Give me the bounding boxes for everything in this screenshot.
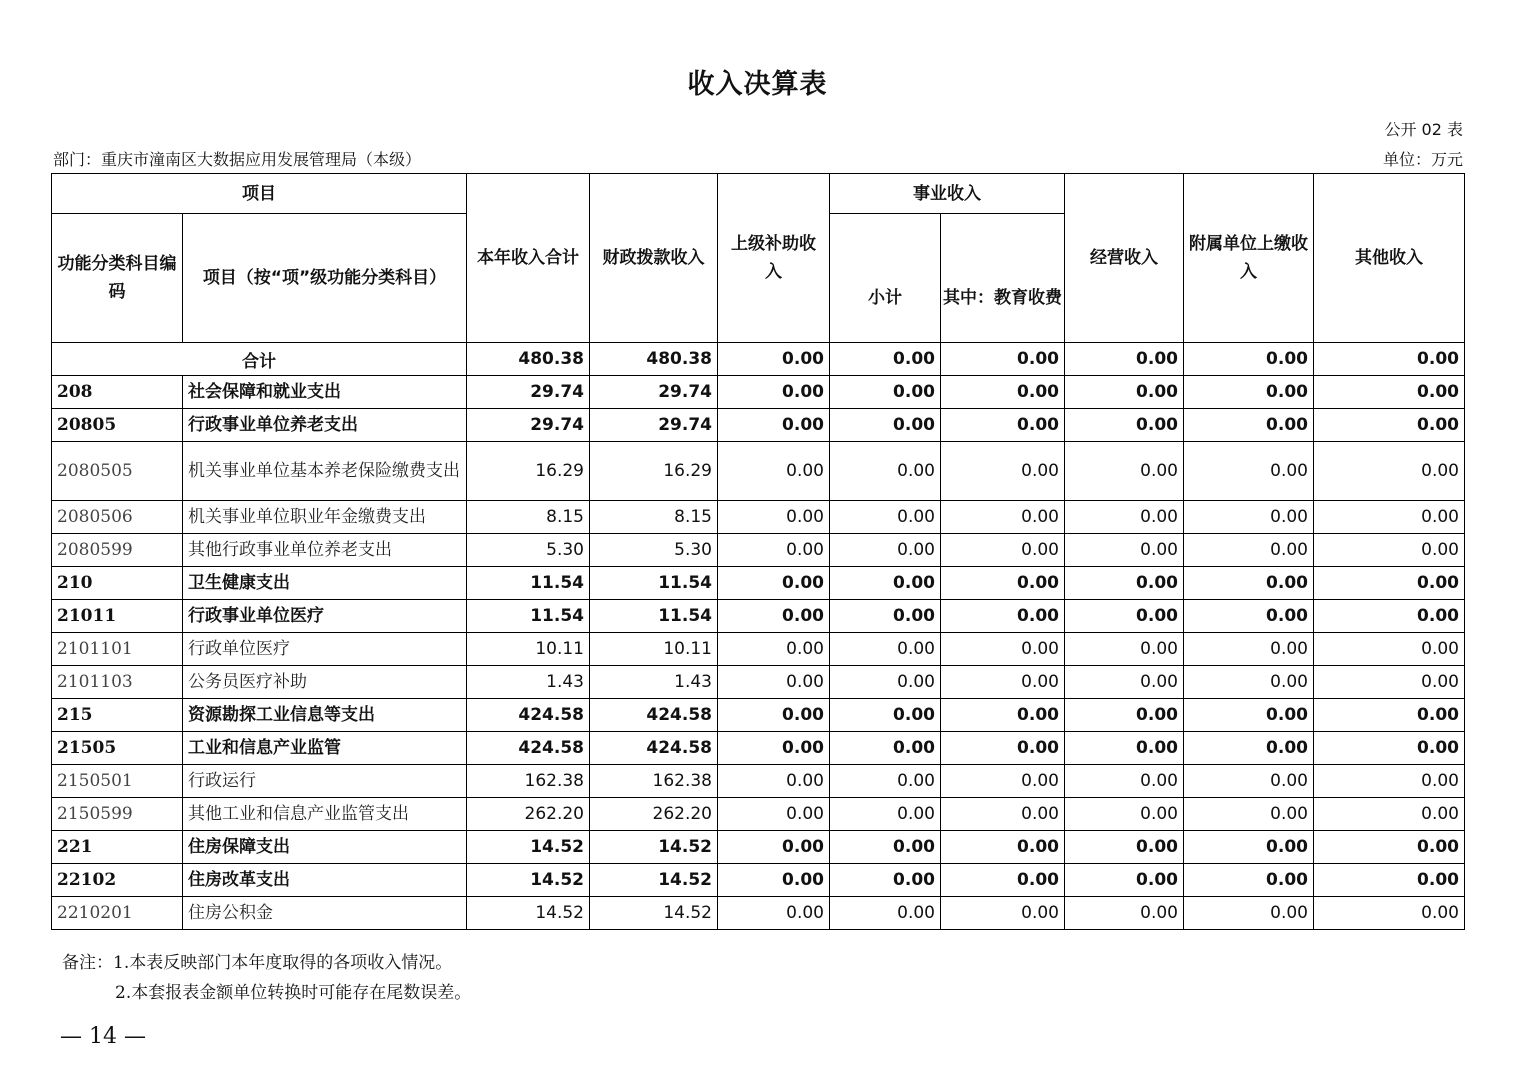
row-code: 22102 [52, 864, 183, 897]
row-value: 10.11 [590, 633, 718, 666]
row-value: 0.00 [718, 831, 830, 864]
row-value: 0.00 [1314, 442, 1465, 501]
row-value: 14.52 [590, 831, 718, 864]
table-body [52, 343, 1465, 930]
row-value: 0.00 [1184, 897, 1314, 930]
row-value: 11.54 [467, 567, 590, 600]
row-code: 21011 [52, 600, 183, 633]
header-subtotal: 小计 [830, 214, 941, 343]
row-value: 0.00 [1065, 442, 1184, 501]
row-name: 住房改革支出 [183, 864, 467, 897]
total-row [52, 343, 1465, 376]
header-affiliated: 附属单位上缴收入 [1184, 174, 1314, 343]
table-row [52, 765, 1465, 798]
row-code: 215 [52, 699, 183, 732]
row-value: 0.00 [1184, 501, 1314, 534]
row-value: 0.00 [1184, 831, 1314, 864]
row-value: 14.52 [590, 897, 718, 930]
header-total: 本年收入合计 [467, 174, 590, 343]
row-value: 0.00 [718, 633, 830, 666]
row-code: 2080506 [52, 501, 183, 534]
row-value: 0.00 [1184, 442, 1314, 501]
row-value: 424.58 [590, 699, 718, 732]
row-value: 0.00 [830, 798, 941, 831]
header-operating: 经营收入 [1065, 174, 1184, 343]
total-value: 0.00 [718, 343, 830, 376]
row-value: 14.52 [590, 864, 718, 897]
note-2: 2.本套报表金额单位转换时可能存在尾数误差。 [115, 983, 472, 1003]
row-value: 0.00 [1314, 732, 1465, 765]
row-name: 其他行政事业单位养老支出 [183, 534, 467, 567]
row-value: 0.00 [830, 376, 941, 409]
row-value: 0.00 [941, 633, 1065, 666]
table-row [52, 699, 1465, 732]
row-value: 11.54 [467, 600, 590, 633]
table-row [52, 501, 1465, 534]
row-value: 0.00 [830, 699, 941, 732]
row-value: 0.00 [1065, 534, 1184, 567]
row-value: 424.58 [467, 732, 590, 765]
row-name: 住房公积金 [183, 897, 467, 930]
row-value: 0.00 [1065, 831, 1184, 864]
table-row [52, 798, 1465, 831]
row-value: 0.00 [1184, 534, 1314, 567]
row-value: 1.43 [590, 666, 718, 699]
row-value: 0.00 [1065, 501, 1184, 534]
row-name: 工业和信息产业监管 [183, 732, 467, 765]
row-code: 2210201 [52, 897, 183, 930]
row-value: 11.54 [590, 600, 718, 633]
row-value: 0.00 [1314, 567, 1465, 600]
row-value: 14.52 [467, 864, 590, 897]
row-value: 0.00 [830, 600, 941, 633]
row-value: 0.00 [1314, 409, 1465, 442]
row-code: 2101103 [52, 666, 183, 699]
row-name: 其他工业和信息产业监管支出 [183, 798, 467, 831]
row-value: 0.00 [718, 534, 830, 567]
row-value: 0.00 [1065, 732, 1184, 765]
row-value: 0.00 [941, 864, 1065, 897]
row-value: 0.00 [718, 600, 830, 633]
row-value: 0.00 [830, 864, 941, 897]
row-value: 0.00 [1065, 897, 1184, 930]
row-value: 0.00 [830, 567, 941, 600]
table-row [52, 442, 1465, 501]
row-code: 2150501 [52, 765, 183, 798]
row-value: 0.00 [1184, 600, 1314, 633]
total-value: 0.00 [1314, 343, 1465, 376]
row-value: 0.00 [830, 633, 941, 666]
header-business-group: 事业收入 [830, 174, 1065, 214]
row-value: 0.00 [941, 567, 1065, 600]
row-value: 1.43 [467, 666, 590, 699]
table-row [52, 600, 1465, 633]
row-value: 0.00 [941, 666, 1065, 699]
row-value: 0.00 [1184, 666, 1314, 699]
total-value: 0.00 [830, 343, 941, 376]
row-value: 0.00 [1065, 765, 1184, 798]
row-value: 8.15 [467, 501, 590, 534]
row-value: 0.00 [718, 376, 830, 409]
row-value: 0.00 [1184, 732, 1314, 765]
header-fiscal: 财政拨款收入 [590, 174, 718, 343]
table-row [52, 732, 1465, 765]
unit-label: 单位：万元 [1382, 150, 1463, 169]
row-value: 29.74 [467, 409, 590, 442]
row-value: 0.00 [1065, 798, 1184, 831]
row-name: 机关事业单位职业年金缴费支出 [183, 501, 467, 534]
row-value: 0.00 [1314, 666, 1465, 699]
row-name: 机关事业单位基本养老保险缴费支出 [183, 442, 467, 501]
row-value: 14.52 [467, 897, 590, 930]
row-value: 0.00 [1184, 376, 1314, 409]
row-value: 0.00 [1314, 864, 1465, 897]
row-value: 0.00 [1184, 798, 1314, 831]
row-value: 0.00 [1065, 376, 1184, 409]
table-row [52, 534, 1465, 567]
row-value: 0.00 [1314, 633, 1465, 666]
note-1: 备注：1.本表反映部门本年度取得的各项收入情况。 [62, 953, 453, 973]
row-value: 0.00 [1184, 864, 1314, 897]
row-value: 0.00 [941, 442, 1065, 501]
total-value: 0.00 [941, 343, 1065, 376]
row-value: 0.00 [1184, 409, 1314, 442]
row-value: 29.74 [590, 409, 718, 442]
department-label: 部门：重庆市潼南区大数据应用发展管理局（本级） [53, 150, 422, 169]
total-value: 0.00 [1065, 343, 1184, 376]
row-value: 0.00 [1314, 376, 1465, 409]
row-value: 0.00 [1314, 897, 1465, 930]
header-other: 其他收入 [1314, 174, 1465, 343]
row-value: 0.00 [941, 897, 1065, 930]
header-item: 项目 [52, 174, 467, 214]
row-value: 5.30 [590, 534, 718, 567]
table-row [52, 831, 1465, 864]
row-value: 11.54 [590, 567, 718, 600]
row-code: 2101101 [52, 633, 183, 666]
row-name: 公务员医疗补助 [183, 666, 467, 699]
row-value: 262.20 [467, 798, 590, 831]
total-value: 0.00 [1184, 343, 1314, 376]
row-code: 2080599 [52, 534, 183, 567]
row-code: 2150599 [52, 798, 183, 831]
row-name: 行政事业单位医疗 [183, 600, 467, 633]
row-value: 424.58 [467, 699, 590, 732]
table-row [52, 864, 1465, 897]
row-value: 0.00 [830, 897, 941, 930]
row-value: 0.00 [1065, 567, 1184, 600]
row-value: 14.52 [467, 831, 590, 864]
row-name: 卫生健康支出 [183, 567, 467, 600]
row-value: 0.00 [830, 442, 941, 501]
row-value: 424.58 [590, 732, 718, 765]
header-code: 功能分类科目编码 [52, 214, 183, 343]
row-value: 0.00 [1184, 765, 1314, 798]
row-name: 行政单位医疗 [183, 633, 467, 666]
row-value: 5.30 [467, 534, 590, 567]
row-value: 0.00 [718, 699, 830, 732]
row-code: 2080505 [52, 442, 183, 501]
row-value: 0.00 [718, 501, 830, 534]
row-value: 0.00 [941, 831, 1065, 864]
header-name: 项目（按“项”级功能分类科目） [183, 214, 467, 343]
row-value: 0.00 [1065, 409, 1184, 442]
row-name: 住房保障支出 [183, 831, 467, 864]
row-value: 0.00 [718, 798, 830, 831]
row-value: 162.38 [467, 765, 590, 798]
table-row [52, 666, 1465, 699]
row-value: 0.00 [718, 897, 830, 930]
row-value: 0.00 [1314, 600, 1465, 633]
header-education: 其中：教育收费 [941, 214, 1065, 343]
row-value: 0.00 [830, 732, 941, 765]
row-value: 0.00 [941, 765, 1065, 798]
row-value: 29.74 [467, 376, 590, 409]
row-value: 0.00 [1065, 864, 1184, 897]
table-row [52, 567, 1465, 600]
row-value: 0.00 [1065, 666, 1184, 699]
row-value: 0.00 [830, 765, 941, 798]
row-code: 210 [52, 567, 183, 600]
row-name: 行政运行 [183, 765, 467, 798]
row-value: 29.74 [590, 376, 718, 409]
row-value: 0.00 [718, 765, 830, 798]
row-value: 0.00 [718, 864, 830, 897]
row-value: 16.29 [467, 442, 590, 501]
row-value: 162.38 [590, 765, 718, 798]
row-value: 0.00 [1065, 699, 1184, 732]
income-table [51, 173, 1465, 930]
row-value: 0.00 [830, 534, 941, 567]
page-title: 收入决算表 [687, 69, 828, 100]
row-code: 208 [52, 376, 183, 409]
row-value: 0.00 [941, 732, 1065, 765]
row-value: 0.00 [1314, 699, 1465, 732]
row-value: 0.00 [718, 666, 830, 699]
header-superior: 上级补助收入 [718, 174, 830, 343]
table-row [52, 409, 1465, 442]
row-value: 0.00 [1184, 633, 1314, 666]
row-value: 10.11 [467, 633, 590, 666]
row-name: 资源勘探工业信息等支出 [183, 699, 467, 732]
row-name: 行政事业单位养老支出 [183, 409, 467, 442]
row-value: 0.00 [1184, 699, 1314, 732]
row-value: 0.00 [941, 798, 1065, 831]
row-code: 221 [52, 831, 183, 864]
table-header [52, 174, 1465, 343]
row-value: 0.00 [1184, 567, 1314, 600]
row-code: 21505 [52, 732, 183, 765]
row-value: 8.15 [590, 501, 718, 534]
table-row [52, 897, 1465, 930]
row-value: 0.00 [830, 501, 941, 534]
row-value: 0.00 [830, 409, 941, 442]
row-value: 0.00 [718, 442, 830, 501]
total-value: 480.38 [467, 343, 590, 376]
row-value: 0.00 [941, 409, 1065, 442]
total-value: 480.38 [590, 343, 718, 376]
row-value: 16.29 [590, 442, 718, 501]
row-value: 0.00 [1314, 501, 1465, 534]
row-value: 0.00 [1314, 831, 1465, 864]
total-label: 合计 [52, 343, 467, 376]
row-value: 0.00 [941, 534, 1065, 567]
row-value: 0.00 [941, 699, 1065, 732]
row-value: 0.00 [718, 732, 830, 765]
row-value: 0.00 [1065, 600, 1184, 633]
row-value: 0.00 [1065, 633, 1184, 666]
row-name: 社会保障和就业支出 [183, 376, 467, 409]
row-value: 0.00 [830, 666, 941, 699]
row-value: 0.00 [718, 409, 830, 442]
table-row [52, 376, 1465, 409]
page-number: — 14 — [60, 1024, 146, 1049]
row-value: 0.00 [941, 376, 1065, 409]
row-value: 0.00 [941, 600, 1065, 633]
row-value: 0.00 [1314, 798, 1465, 831]
row-value: 0.00 [718, 567, 830, 600]
table-row [52, 633, 1465, 666]
row-value: 0.00 [1314, 765, 1465, 798]
form-number: 公开 02 表 [1384, 120, 1463, 139]
row-code: 20805 [52, 409, 183, 442]
row-value: 0.00 [1314, 534, 1465, 567]
row-value: 0.00 [941, 501, 1065, 534]
row-value: 262.20 [590, 798, 718, 831]
row-value: 0.00 [830, 831, 941, 864]
